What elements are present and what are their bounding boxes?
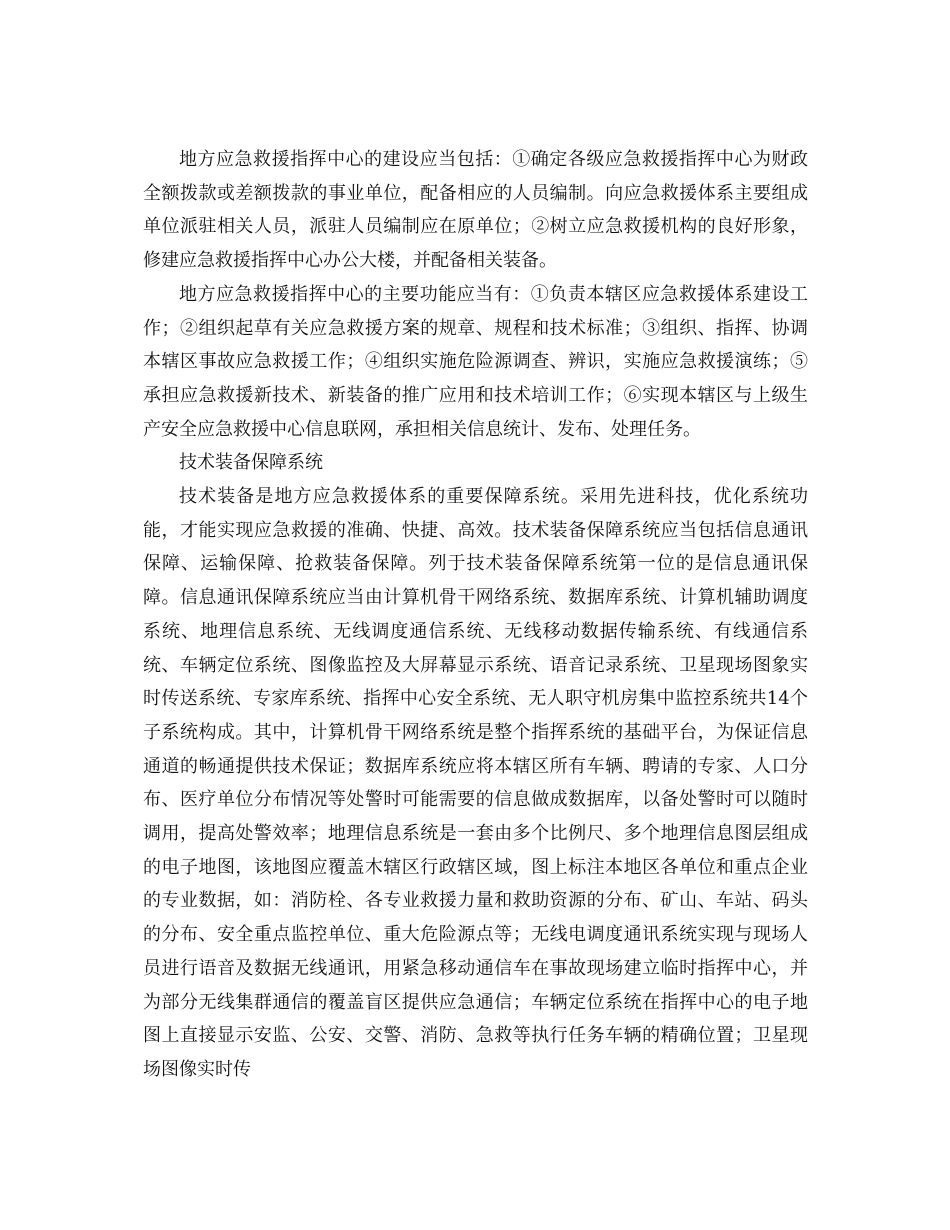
paragraph-equipment-support-system: 技术装备是地方应急救援体系的重要保障系统。采用先进科技，优化系统功能，才能实现应急救援的准确、快捷、高效。技术装备保障系统应当包括信息通讯保障、运输保障、抢救装备保障。列于技术装备保障系统第一位的是信息通讯保障。信息通讯保障系统应当由计算机骨干网络系统、数据库系统、计算机辅助调度系统、地理信息系统、无线调度通信系统、无线移动数据传输系统、有线通信系统、车辆定位系统、图像监控及大屏幕显示系统、语音记录系统、卫星现场图象实时传送系统、专家库系统、指挥中心安全系统、无人职守机房集中监控系统共14个子系统构成。其中，计算机骨干网络系统是整个指挥系统的基础平台，为保证信息通道的畅通提供技术保证；数据库系统应将本辖区所有车辆、聘请的专家、人口分布、医疗单位分布情况等处警时可能需要的信息做成数据库，以备处警时可以随时调用，提高处警效率；地理信息系统是一套由多个比例尺、多个地理信息图层组成的电子地图，该地图应覆盖木辖区行政辖区域，图上标注本地区各单位和重点企业的专业数据，如：消防栓、各专业救援力量和救助资源的分布、矿山、车站、码头的分布、安全重点监控单位、重大危险源点等；无线电调度通讯系统实现与现场人员进行语音及数据无线通讯，用紧急移动通信车在事故现场建立临时指挥中心，并为部分无线集群通信的覆盖盲区提供应急通信；车辆定位系统在指挥中心的电子地图上直接显示安监、公安、交警、消防、急救等执行任务车辆的精确位置；卫星现场图像实时传 xyxy=(143,486,808,1080)
document-body xyxy=(143,143,808,1087)
section-heading-equipment-support: 技术装备保障系统 xyxy=(179,452,323,474)
paragraph-command-center-functions: 地方应急救援指挥中心的主要功能应当有：①负责本辖区应急救援体系建设工作；②组织起草有关应急救援方案的规章、规程和技术标准；③组织、指挥、协调本辖区事故应急救援工作；④组织实施危险源调查、辨识，实施应急救援演练；⑤承担应急救援新技术、新装备的推广应用和技术培训工作；⑥实现本辖区与上级生产安全应急救援中心信息联网，承担相关信息统计、发布、处理任务。 xyxy=(143,283,808,440)
paragraph-command-center-construction: 地方应急救援指挥中心的建设应当包括：①确定各级应急救援指挥中心为财政全额拨款或差额拨款的事业单位，配备相应的人员编制。向应急救援体系主要组成单位派驻相关人员，派驻人员编制应在原单位；②树立应急救援机构的良好形象，修建应急救援指挥中心办公大楼，并配备相关装备。 xyxy=(143,149,808,272)
